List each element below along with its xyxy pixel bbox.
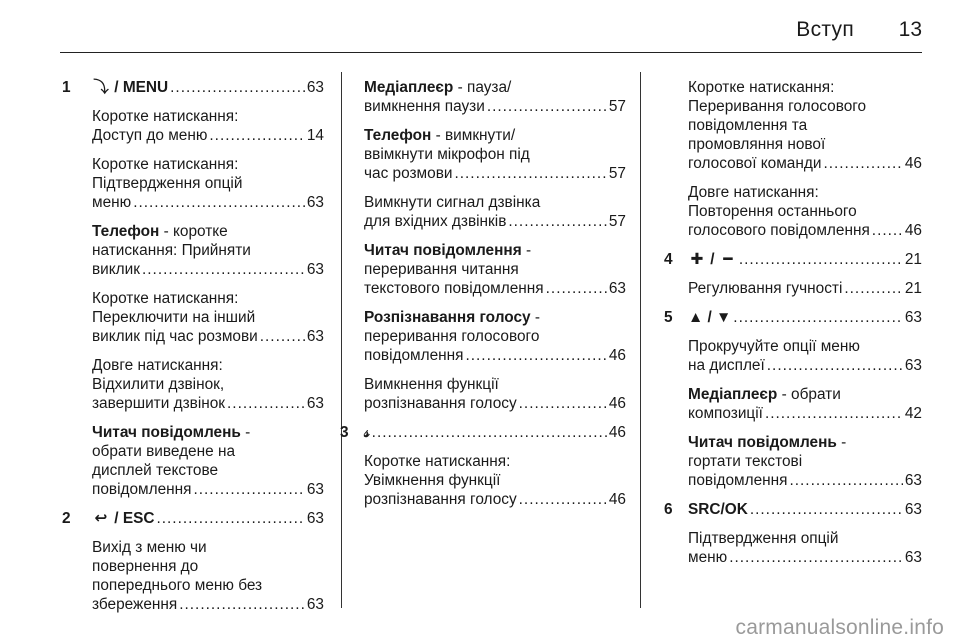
text-line: Підтвердження опцій bbox=[688, 530, 839, 547]
sub-entry bbox=[62, 538, 324, 614]
text-line: Вихід з меню чи bbox=[92, 539, 207, 556]
text-line: текстового повідомлення bbox=[364, 280, 544, 297]
text-line: Увімкнення функції bbox=[364, 472, 501, 489]
bold-term: Медіаплеєр bbox=[688, 386, 778, 403]
page-ref: 63 bbox=[306, 510, 324, 527]
sub-entry bbox=[364, 452, 626, 509]
page-number: 13 bbox=[898, 18, 922, 41]
text-line: - обрати bbox=[777, 386, 841, 403]
text-line: голосової команди bbox=[688, 155, 822, 172]
sub-entry bbox=[364, 78, 626, 116]
entry-3 bbox=[340, 423, 626, 442]
entry-label: ▲ / ▼ bbox=[688, 309, 732, 326]
entry-2 bbox=[62, 509, 324, 528]
page-ref: 63 bbox=[306, 596, 324, 613]
sub-entry bbox=[664, 433, 922, 490]
text-line: повідомлення та bbox=[688, 117, 808, 134]
text-line: завершити дзвінок bbox=[92, 395, 226, 412]
page-ref: 63 bbox=[306, 194, 324, 211]
entry-1 bbox=[62, 78, 324, 97]
page-ref: 46 bbox=[608, 395, 626, 412]
entry-5 bbox=[664, 308, 922, 327]
sub-entry bbox=[364, 375, 626, 413]
voice-recognition-icon: 𝓈 bbox=[364, 424, 370, 441]
page-ref: 21 bbox=[904, 251, 922, 268]
bold-term: Медіаплеєр bbox=[364, 79, 454, 96]
page-ref: 63 bbox=[904, 501, 922, 518]
text-line: повідомлення bbox=[364, 347, 464, 364]
sub-entry bbox=[364, 241, 626, 298]
text-line: попереднього меню без bbox=[92, 577, 263, 594]
sub-entry bbox=[664, 337, 922, 375]
text-line: ввімкнути мікрофон під bbox=[364, 146, 530, 163]
watermark: carmanualsonline.info bbox=[735, 616, 944, 639]
text-line: Відхилити дзвінок, bbox=[92, 376, 225, 393]
entry-4 bbox=[664, 250, 922, 269]
bold-term: Читач повідомлення bbox=[364, 242, 522, 259]
text-line: збереження bbox=[92, 596, 178, 613]
entry-heading bbox=[688, 308, 922, 327]
entry-heading bbox=[688, 500, 922, 519]
page-ref: 63 bbox=[306, 328, 324, 345]
text-line: - вимкнути/ bbox=[431, 127, 516, 144]
sub-entry bbox=[364, 193, 626, 231]
text-line: голосового повідомлення bbox=[688, 222, 870, 239]
entry-6 bbox=[664, 500, 922, 519]
bold-term: Розпізнавання голосу bbox=[364, 309, 531, 326]
entry-number: 6 bbox=[664, 501, 673, 518]
sub-entry bbox=[364, 126, 626, 183]
entry-label: / ESC bbox=[114, 510, 155, 527]
text-line: повідомлення bbox=[92, 481, 192, 498]
column-3 bbox=[664, 78, 922, 577]
text-line: Переключити на інший bbox=[92, 309, 256, 326]
sub-entry bbox=[664, 385, 922, 423]
text-line: на дисплеї bbox=[688, 357, 765, 374]
page-ref: 63 bbox=[904, 309, 922, 326]
bold-term: Читач повідомлень bbox=[688, 434, 837, 451]
sub-entry bbox=[62, 222, 324, 279]
plus-icon: ✚ bbox=[690, 251, 704, 268]
text-line: для вхідних дзвінків bbox=[364, 213, 507, 230]
text-line: - bbox=[521, 242, 532, 259]
text-line: Вимкнення функції bbox=[364, 376, 499, 393]
entry-number: 2 bbox=[62, 510, 71, 527]
text-line: Коротке натискання: bbox=[92, 290, 239, 307]
page-ref: 46 bbox=[904, 155, 922, 172]
minus-icon: ━ bbox=[723, 251, 733, 268]
column-1 bbox=[62, 78, 324, 624]
text-line: Довге натискання: bbox=[92, 357, 223, 374]
page-ref: 63 bbox=[306, 261, 324, 278]
page-header bbox=[60, 0, 922, 53]
text-line: Довге натискання: bbox=[688, 184, 819, 201]
sub-entry bbox=[62, 356, 324, 413]
text-line: дисплей текстове bbox=[92, 462, 219, 479]
entry-heading bbox=[92, 78, 324, 97]
text-line: Підтвердження опцій bbox=[92, 175, 243, 192]
text-line: вимкнення паузи bbox=[364, 98, 485, 115]
entry-label: SRC/OK bbox=[688, 501, 748, 518]
text-line: Переривання голосового bbox=[688, 98, 867, 115]
page-ref: 63 bbox=[904, 549, 922, 566]
text-line: - bbox=[530, 309, 540, 326]
column-2 bbox=[340, 78, 626, 519]
text-line: розпізнавання голосу bbox=[364, 395, 517, 412]
menu-curve-arrow-icon: ⤵ bbox=[93, 79, 109, 96]
page-ref: 46 bbox=[904, 222, 922, 239]
text-line: меню bbox=[688, 549, 728, 566]
sub-entry bbox=[364, 308, 626, 365]
page-ref: 63 bbox=[306, 395, 324, 412]
text-line: виклик під час розмови bbox=[92, 328, 258, 345]
bold-term: Телефон bbox=[364, 127, 432, 144]
text-line: Вимкнути сигнал дзвінка bbox=[364, 194, 541, 211]
text-line: розпізнавання голосу bbox=[364, 491, 517, 508]
page-ref: 63 bbox=[306, 79, 324, 96]
column-divider bbox=[640, 72, 641, 608]
text-line: час розмови bbox=[364, 165, 453, 182]
column-divider bbox=[341, 72, 342, 608]
entry-heading bbox=[688, 250, 922, 269]
sub-entry bbox=[62, 289, 324, 346]
text-line: гортати текстові bbox=[688, 453, 803, 470]
sub-entry bbox=[664, 78, 922, 173]
text-line: переривання голосового bbox=[364, 328, 540, 345]
page-ref: 63 bbox=[904, 357, 922, 374]
sub-entry bbox=[664, 183, 922, 240]
entry-number: 3 bbox=[340, 424, 349, 441]
text-line: Регулювання гучності bbox=[688, 280, 843, 297]
sub-entry bbox=[62, 107, 324, 145]
text-line: натискання: Прийняти bbox=[92, 242, 251, 259]
text-line: - bbox=[836, 434, 847, 451]
text-line: повідомлення bbox=[688, 472, 788, 489]
text-line: композиції bbox=[688, 405, 763, 422]
text-line: виклик bbox=[92, 261, 140, 278]
page-ref: 42 bbox=[904, 405, 922, 422]
back-arrow-icon: ↩ bbox=[94, 510, 108, 527]
text-line: Коротке натискання: bbox=[92, 108, 239, 125]
bold-term: Читач повідомлень bbox=[92, 424, 241, 441]
entry-number: 1 bbox=[62, 79, 71, 96]
text-line: промовляння нової bbox=[688, 136, 826, 153]
text-line: Коротке натискання: bbox=[364, 453, 511, 470]
page-ref: 57 bbox=[608, 213, 626, 230]
page-ref: 46 bbox=[608, 347, 626, 364]
text-line: переривання читання bbox=[364, 261, 519, 278]
sub-entry bbox=[664, 529, 922, 567]
page-ref: 21 bbox=[904, 280, 922, 297]
text-line: Доступ до меню bbox=[92, 127, 208, 144]
page-ref: 57 bbox=[608, 165, 626, 182]
page-ref: 46 bbox=[608, 491, 626, 508]
text-line: - пауза/ bbox=[453, 79, 512, 96]
entry-number: 4 bbox=[664, 251, 673, 268]
text-line: - коротке bbox=[159, 223, 228, 240]
text-line: Коротке натискання: bbox=[92, 156, 239, 173]
page-title: Вступ bbox=[796, 18, 854, 41]
bold-term: Телефон bbox=[92, 223, 160, 240]
text-line: повернення до bbox=[92, 558, 199, 575]
page-ref: 63 bbox=[904, 472, 922, 489]
entry-label: / MENU bbox=[114, 79, 169, 96]
text-line: меню bbox=[92, 194, 132, 211]
entry-heading bbox=[92, 509, 324, 528]
page-ref: 63 bbox=[608, 280, 626, 297]
entry-label: / bbox=[710, 251, 715, 268]
text-line: обрати виведене на bbox=[92, 443, 236, 460]
sub-entry bbox=[62, 423, 324, 499]
page-ref: 14 bbox=[306, 127, 324, 144]
text-line: - bbox=[240, 424, 251, 441]
text-line: Коротке натискання: bbox=[688, 79, 835, 96]
sub-entry bbox=[664, 279, 922, 298]
entry-heading bbox=[364, 423, 626, 442]
text-line: Повторення останнього bbox=[688, 203, 857, 220]
page-ref: 46 bbox=[608, 424, 626, 441]
text-line: Прокручуйте опції меню bbox=[688, 338, 860, 355]
sub-entry bbox=[62, 155, 324, 212]
page-ref: 57 bbox=[608, 98, 626, 115]
entry-number: 5 bbox=[664, 309, 673, 326]
page-ref: 63 bbox=[306, 481, 324, 498]
